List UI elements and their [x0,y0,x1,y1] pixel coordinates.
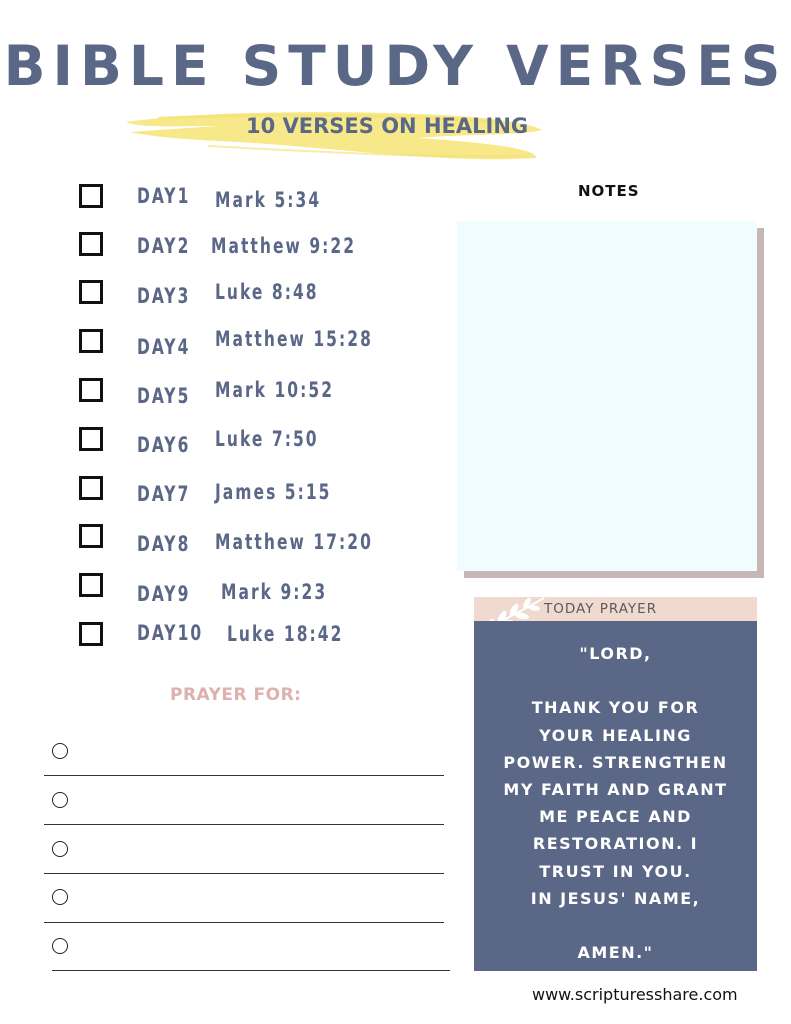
day-row [79,376,409,406]
prayer-item-circle[interactable] [52,792,68,808]
day-checkbox[interactable] [79,427,103,451]
day-checkbox[interactable] [79,329,103,353]
prayer-item-line[interactable] [44,873,444,874]
day-checkbox[interactable] [79,184,103,208]
prayer-item-line[interactable] [44,922,444,923]
day-label: DAY4 [137,335,191,359]
day-label: DAY3 [137,284,191,308]
day-checkbox[interactable] [79,622,103,646]
prayer-for-label: PRAYER FOR: [170,685,302,705]
day-label: DAY7 [137,482,191,506]
verse-reference: Luke 18:42 [227,622,344,646]
day-row [79,327,409,357]
day-label: DAY10 [137,621,204,645]
day-label: DAY8 [137,532,191,556]
verse-reference: Matthew 17:20 [215,530,373,554]
prayer-item-circle[interactable] [52,841,68,857]
day-checkbox[interactable] [79,524,103,548]
prayer-item-line[interactable] [52,970,450,971]
prayer-item-line[interactable] [44,775,444,776]
today-prayer-text: "LORD, THANK YOU FOR YOUR HEALING POWER. STRENGTHEN MY FAITH AND GRANT ME PEACE AND RESTORATION. I TRUST IN YOU. IN JESUS' NAME, AMEN." [503,644,728,963]
prayer-item-circle[interactable] [52,889,68,905]
verse-reference: Mark 5:34 [215,188,322,212]
day-label: DAY2 [137,234,191,258]
day-label: DAY1 [137,184,191,208]
verse-reference: Luke 8:48 [215,280,319,304]
day-checkbox[interactable] [79,280,103,304]
day-checkbox[interactable] [79,232,103,256]
verse-reference: Matthew 9:22 [211,234,357,258]
day-label: DAY5 [137,384,191,408]
verse-reference: Luke 7:50 [215,427,319,451]
notes-area[interactable] [457,221,757,571]
prayer-item-circle[interactable] [52,743,68,759]
verse-reference: Mark 10:52 [215,378,335,402]
day-row [79,230,409,260]
verse-reference: Mark 9:23 [221,580,328,604]
prayer-item-line[interactable] [44,824,444,825]
day-row [79,620,409,650]
website-url: www.scripturesshare.com [532,985,738,1004]
day-row [79,278,409,308]
prayer-item-circle[interactable] [52,938,68,954]
day-row [79,522,409,556]
day-label: DAY9 [137,582,191,606]
verse-reference: James 5:15 [215,480,332,504]
page-subtitle: 10 VERSES ON HEALING [246,114,529,138]
day-label: DAY6 [137,433,191,457]
day-row [79,571,409,606]
today-prayer-label: TODAY PRAYER [544,601,658,617]
day-checkbox[interactable] [79,476,103,500]
day-row [79,182,409,212]
day-checkbox[interactable] [79,378,103,402]
notes-title: NOTES [578,182,640,200]
day-row [79,425,409,455]
day-checkbox[interactable] [79,573,103,597]
day-row [79,474,409,504]
page-title: BIBLE STUDY VERSES [3,34,788,98]
verse-reference: Matthew 15:28 [215,327,373,351]
